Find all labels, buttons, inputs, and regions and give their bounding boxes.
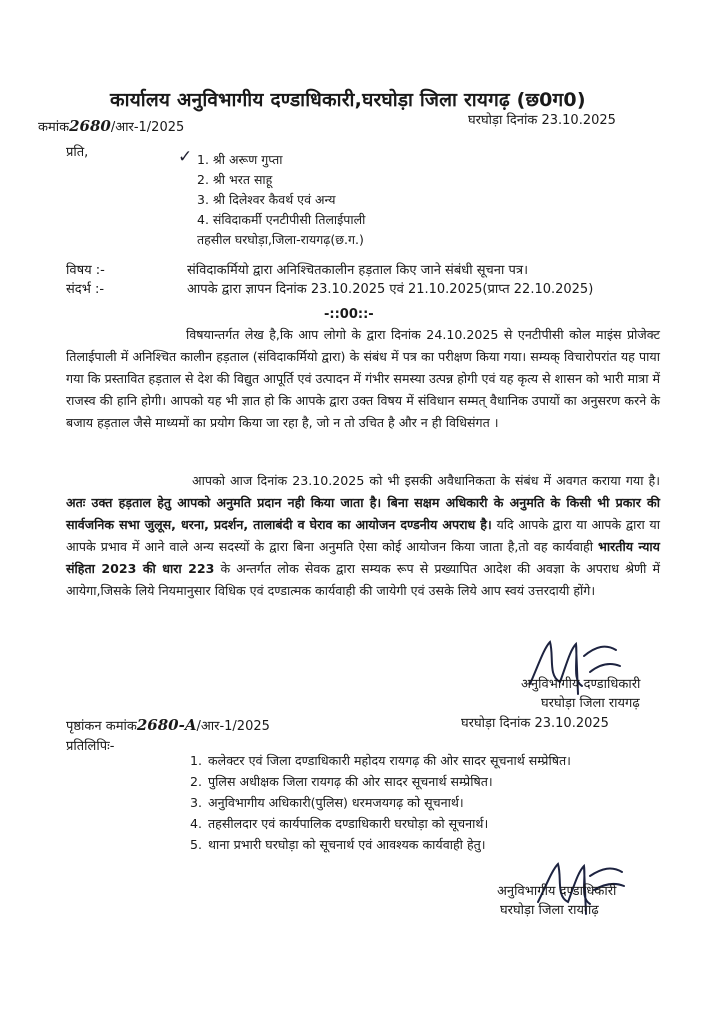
letter-date: घरघोड़ा दिनांक 23.10.2025: [468, 113, 616, 128]
signatory-place-2: घरघोड़ा जिला रायगढ़: [500, 903, 599, 918]
recipient-2: 2. श्री भरत साहू: [197, 172, 273, 187]
list-item: 5. थाना प्रभारी घरघोड़ा को सूचनार्थ एवं आवश्यक कार्यवाही हेतु।: [190, 837, 486, 852]
list-item: 3. अनुविभागीय अधिकारी(पुलिस) धरमजयगढ़ को सूचनार्थ।: [190, 795, 464, 810]
law-section: भारतीय न्याय संहिता 2023 की धारा 223: [66, 539, 660, 576]
recipient-address: तहसील घरघोड़ा,जिला-रायगढ़(छ.ग.): [197, 232, 364, 247]
copy-list: [190, 750, 654, 855]
endorsement-date: घरघोड़ा दिनांक 23.10.2025: [461, 716, 609, 731]
reference-label: संदर्भ :-: [66, 282, 105, 297]
handwritten-endorsement-number: 2680-A: [136, 716, 197, 734]
body-paragraph-1: विषयान्तर्गत लेख है,कि आप लोगो के द्वारा दिनांक 24.10.2025 से एनटीपीसी कोल माइंस प्रोजेक्ट तिलाईपाली में अनिश्चित कालीन हड़ताल (संविदाकर्मियो द्वारा) के संबंध में पत्र का परीक्षण किया गया। सम्यक् विचारोपरांत यह पाया गया कि प्रस्तावित हड़ताल से देश की विद्युत आपूर्ति एवं उत्पादन में गंभीर समस्या उत्पन्न होगी एवं यह कृत्य से शासन को भारी मात्रा में राजस्व की हानि होगी। आपको यह भी ज्ञात हो कि आपके द्वारा उक्त विषय में संविधान सम्मत् वैधानिक उपायों का अनुसरण करने के बजाय हड़ताल जैसे माध्यमों का प्रयोग किया जा रहा है, जो न तो उचित है और न ही विधिसंगत ।: [66, 327, 660, 430]
to-label: प्रति,: [66, 145, 89, 160]
signatory-designation-1: अनुविभागीय दण्डाधिकारी: [521, 677, 641, 692]
endorsement-number: पृष्ठांकन कमांक2680-A/आर-1/2025: [66, 716, 270, 734]
list-item: 2. पुलिस अधीक्षक जिला रायगढ़ की ओर सादर सूचनार्थ सम्प्रेषित।: [190, 774, 493, 789]
list-item: 1. कलेक्टर एवं जिला दण्डाधिकारी महोदय रायगढ़ की ओर सादर सूचनार्थ सम्प्रेषित।: [190, 753, 571, 768]
tick-mark-icon: ✓: [178, 147, 193, 167]
recipient-4: 4. संविदाकर्मी एनटीपीसी तिलाईपाली: [197, 212, 366, 227]
handwritten-ref-number: 2680: [69, 117, 111, 135]
order-denial-text: अतः उक्त हड़ताल हेतु आपको अनुमति प्रदान नही किया जाता है। बिना सक्षम अधिकारी के अनुमति के किसी भी प्रकार की सार्वजनिक सभा जुलूस, धरना, प्रदर्शन, तालाबंदी व घेराव का आयोजन दण्डनीय अपराध है।: [66, 495, 660, 532]
office-title: कार्यालय अनुविभागीय दण्डाधिकारी,घरघोड़ा जिला रायगढ़ (छ0ग0): [110, 89, 586, 111]
separator: -::00::-: [324, 307, 374, 322]
subject-text: संविदाकर्मियो द्वारा अनिश्चितकालीन हड़ताल किए जाने संबंधी सूचना पत्र।: [187, 263, 528, 278]
recipient-1: 1. श्री अरूण गुप्ता: [197, 152, 283, 167]
list-item: 4. तहसीलदार एवं कार्यपालिक दण्डाधिकारी घरघोड़ा को सूचनार्थ।: [190, 816, 489, 831]
reference-number: कमांक2680/आर-1/2025: [38, 117, 185, 135]
signatory-place-1: घरघोड़ा जिला रायगढ़: [541, 696, 640, 711]
body-paragraph-2: आपको आज दिनांक 23.10.2025 को भी इसकी अवैधानिकता के संबंध में अवगत कराया गया है। अतः उक्त हड़ताल हेतु आपको अनुमति प्रदान नही किया जाता है। बिना सक्षम अधिकारी के अनुमति के किसी भी प्रकार की सार्वजनिक सभा जुलूस, धरना, प्रदर्शन, तालाबंदी व घेराव का आयोजन दण्डनीय अपराध है। यदि आपके द्वारा या आपके द्वारा या आपके प्रभाव में आने वाले अन्य सदस्यों के द्वारा बिना अनुमति ऐसा कोई आयोजन किया जाता है,तो वह कार्यवाही भारतीय न्याय संहिता 2023 की धारा 223 के अन्तर्गत लोक सेवक द्वारा सम्यक रूप से प्रख्यापित आदेश की अवज्ञा के अपराध श्रेणी में आयेगा,जिसके लिये नियमानुसार विधिक एवं दण्डात्मक कार्यवाही की जायेगी एवं उसके लिये आप स्वयं उत्तरदायी होंगे।: [66, 473, 660, 598]
signatory-designation-2: अनुविभागीय दण्डाधिकारी: [497, 884, 617, 899]
subject-label: विषय :-: [66, 263, 105, 278]
copy-to-label: प्रतिलिपिः-: [66, 739, 115, 754]
reference-text: आपके द्वारा ज्ञापन दिनांक 23.10.2025 एवं 21.10.2025(प्राप्त 22.10.2025): [187, 282, 594, 297]
recipient-3: 3. श्री दिलेश्वर कैवर्थ एवं अन्य: [197, 192, 336, 207]
